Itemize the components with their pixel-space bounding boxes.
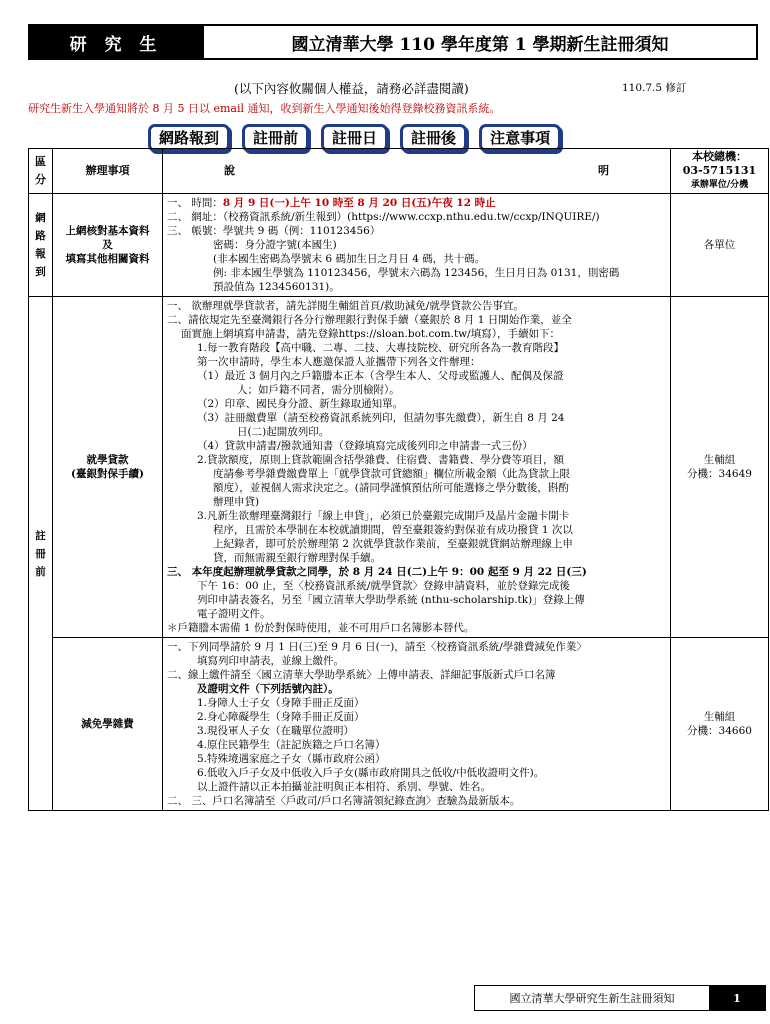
unit-student-loan: 生輔組 分機：34649 [671,297,769,638]
title-banner [28,24,758,60]
subtitle: (以下內容攸關個人權益，請務必詳盡閱讀) [234,81,469,96]
item-tuition-waiver: 減免學雜費 [53,638,163,811]
category-before-registration: 註冊前 [29,297,53,811]
header-item: 辦理事項 [53,149,163,194]
revision-date: 110.7.5 修訂 [622,82,687,94]
email-notice: 研究生新生入學通知將於 8 月 5 日以 email 通知，收到新生入學通知後始得登錄校務資訊系統。 [28,102,501,115]
nav-online-registration-button[interactable]: 網路報到 [148,124,230,152]
table-row [29,638,769,811]
nav-notes-button[interactable]: 注意事項 [479,124,561,152]
nav-after-registration-button[interactable]: 註冊後 [400,124,467,152]
header-category: 區分 [29,149,53,194]
header-unit: 本校總機： 03-5715131 承辦單位/分機 [671,149,769,194]
item-student-loan: 就學貸款 (臺銀對保手續) [53,297,163,638]
page-footer [474,985,766,1011]
item-online-data: 上網核對基本資料 及 填寫其他相關資料 [53,194,163,297]
banner-label: 研 究 生 [28,24,204,60]
unit-tuition-waiver: 生輔組 分機：34660 [671,638,769,811]
footer-title: 國立清華大學研究生新生註冊須知 [509,992,675,1005]
table-row [29,297,769,638]
description-tuition-waiver: 一、下列同學請於 9 月 1 日(三)至 9 月 6 日(一)，請至〈校務資訊系統/學雜費減免作業〉 填寫列印申請表，並線上繳件。 二、線上繳件請至〈國立清華大學助學系統〉上傳申請表、詳細記事版新式戶口名簿 及證明文件（下列括號內註）。 1.身障人士子女（身障手冊正反面） 2.身心障礙學生（身障手冊正反面） 3.現役軍人子女（在職單位證明） 4.原住民籍學生（註記族籍之戶口名簿） 5.特殊境遇家庭之子女（縣市政府公函） 6.低收入戶子女及中低收入戶子女(縣市政府開具之低收/中低收證明文件)。 以上證件請以正本拍攝並註明與正本相符、系別、學號、姓名。 二、 三、戶口名簿請至〈戶政司/戶口名簿請領紀錄查詢〉查驗為最新版本。 [163,638,671,811]
page-number: 1 [709,986,765,1010]
description-online: 一、 時間：8 月 9 日(一)上午 10 時至 8 月 20 日(五)午夜 12 時止 二、 網址：（校務資訊系統/新生報到）(https://www.ccxp.nthu.edu.tw/ccxp/INQUIRE/) 三、 帳號：學號共 9 碼（例：110123456） 密碼：身分證字號(本國生) (非本國生密碼為學號末 6 碼加生日之月日 4 碼，共十碼。 例: 非本國生學號為 110123456，學號末六碼為 123456，生日月日為 0131，則密碼 預設值為 1234560131)。 [163,194,671,297]
nav-registration-day-button[interactable]: 註冊日 [321,124,388,152]
nav-before-registration-button[interactable]: 註冊前 [242,124,309,152]
description-student-loan: 一、 欲辦理就學貸款者，請先詳閱生輔組首頁/救助減免/就學貸款公告事宜。 二、請依規定先至臺灣銀行各分行辦理銀行對保手續（臺銀於 8 月 1 日開始作業，並全 面實施上網填寫申請書，請先登錄https://sloan.bot.com.tw/填寫），手續如下： 1.每一教育階段【高中職、二專、二技、大專技院校、研究所各為一教育階段】 第一次申請時，學生本人應邀保證人並攜帶下列各文件辦理： （1）最近 3 個月內之戶籍謄本正本（含學生本人、父母或監護人、配偶及保證 人；如戶籍不同者，需分別檢附）。 （2）印章、國民身分證、新生錄取通知單。 （3）註冊繳費單（請至校務資訊系統列印，但請勿事先繳費），新生自 8 月 24 日(二)起開放列印。 （4）貸款申請書/撥款通知書（登錄填寫完成後列印之申請書一式三份） 2.貸款額度，原則上貸款範圍含括學雜費、住宿費、書籍費、學分費等項目，額 度請參考學雜費繳費單上「就學貸款可貸總額」欄位所載金額（此為貸款上限 額度），並視個人需求決定之。(請同學謹慎預估所可能選修之學分數後，斟酌 辦理申貸) 3.凡新生欲辦理臺灣銀行「線上申貸」，必須已於臺銀完成開戶及晶片金融卡開卡 程序，且需於本學制在本校就讀期間，曾至臺銀簽約對保並有成功撥貸 1 次以 上紀錄者，即可於於辦理第 2 次就學貸款作業前，至臺銀就貸網站辦理線上申 貸，而無需親至銀行辦理對保手續。 三、 本年度起辦理就學貸款之同學，於 8 月 24 日(二)上午 9：00 起至 9 月 22 日(三) 下午 16：00 止，至〈校務資訊系統/就學貸款〉登錄申請資料，並於登錄完成後 列印申請表簽名，另至「國立清華大學助學系統 (nthu-scholarship.tk)」登錄上傳 電子證明文件。 ＊戶籍謄本需備 1 份於對保時使用，並不可用戶口名簿影本替代。 [163,297,671,638]
registration-table [28,148,769,811]
ccxp-link[interactable]: 二、 網址：（校務資訊系統/新生報到）(https://www.ccxp.nthu.edu.tw/ccxp/INQUIRE/) [167,211,600,223]
table-row [29,194,769,297]
page-title: 國立清華大學 110 學年度第 1 學期新生註冊須知 [204,24,758,60]
category-online: 網路報到 [29,194,53,297]
unit-online: 各單位 [671,194,769,297]
header-description: 說 明 [163,149,671,194]
table-header-row [29,149,769,194]
